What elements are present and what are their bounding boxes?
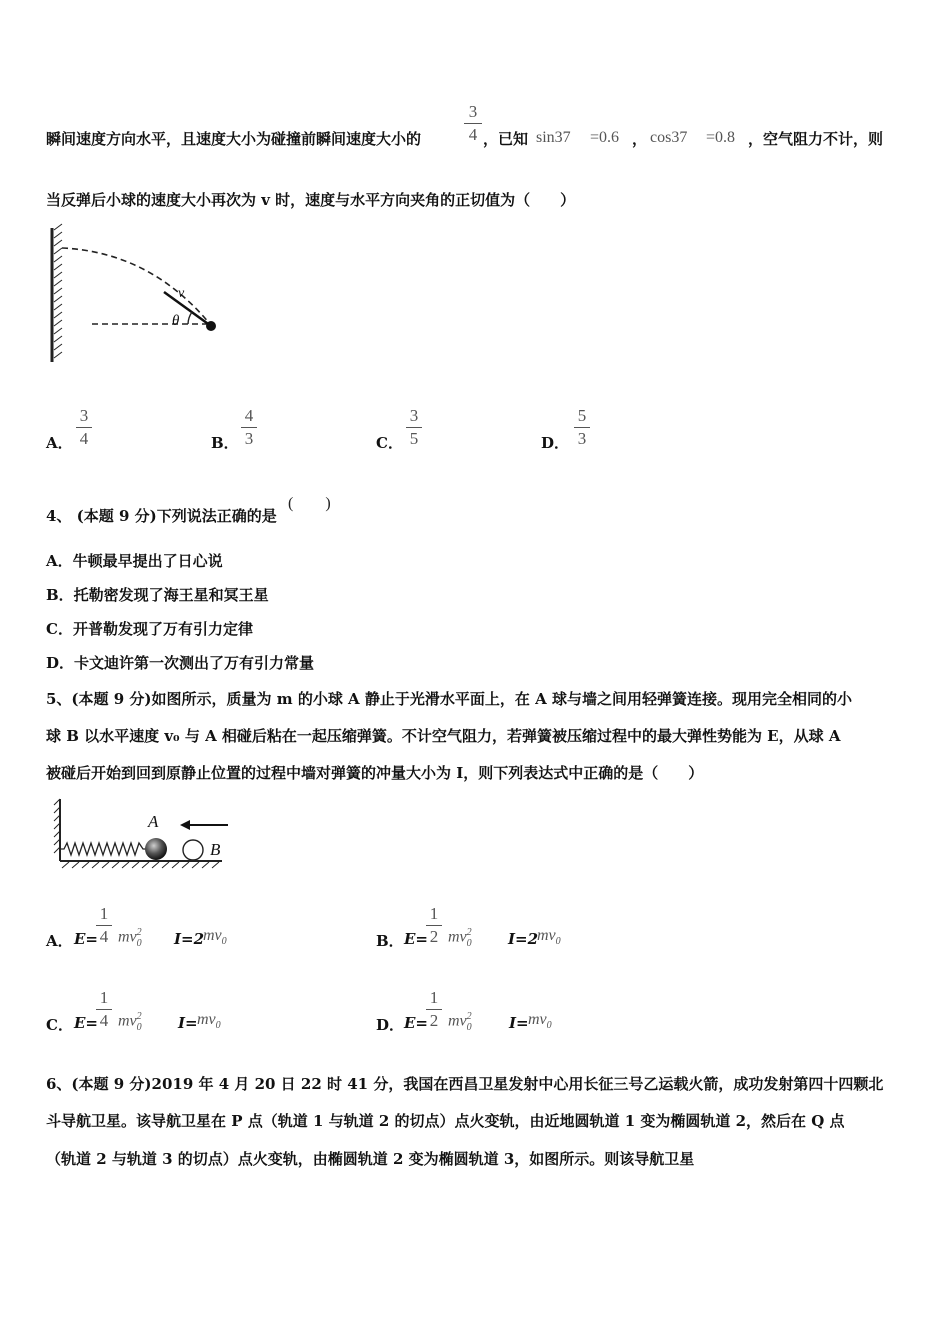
q5-option-b-i-tail: $mv_0$ [537,927,561,948]
q3-ball [206,321,216,331]
q3-line1-text-a: 瞬间速度方向水平，且速度大小为碰撞前瞬间速度大小的 [46,130,422,148]
q3-fraction-denominator: 4 [468,125,478,144]
q5-spring [60,843,146,855]
q5-floor [60,861,222,868]
q3-fraction [464,103,482,144]
q4-option-a: A．牛顿最早提出了日心说 [46,552,223,570]
q5-spring-figure [44,795,234,875]
q5-option-a-label: A． [46,932,73,950]
q3-cos-expression: cos37 [650,129,688,146]
q5-line3: 被碰后开始到回到原静止位置的过程中墙对弹簧的冲量大小为 I，则下列表达式中正确的是（ ） [46,764,704,782]
q5-wall [54,799,60,861]
q4-option-d: D．卡文迪许第一次测出了万有引力常量 [46,654,315,672]
q3-sin-value: =0.6 [590,129,620,146]
q5-ball-b [183,840,203,860]
q4-option-b: B．托勒密发现了海王星和冥王星 [46,586,269,604]
q3-theta-label: θ [172,313,180,329]
q5-option-b-e-tail: $mv^2_0$ [448,927,472,949]
q6-line3: （轨道 2 与轨道 3 的切点）点火变轨，由椭圆轨道 2 变为椭圆轨道 3，如图所示。则该导航卫星 [46,1150,695,1168]
q5-option-c-label: C． [46,1016,73,1034]
q5-option-b-e-prefix: E= [404,930,429,948]
q5-option-d-fraction: 1 2 [426,989,442,1030]
q5-option-d-e-tail: $mv^2_0$ [448,1011,472,1033]
q5-option-b-fraction: 1 2 [426,905,442,946]
q3-sin-expression: sin37 [536,129,571,146]
q5-option-d-i-prefix: I= [509,1014,529,1032]
q4-stem: 4、 (本题 9 分)下列说法正确的是 [46,507,277,525]
q5-option-d-i-tail: $mv_0$ [528,1011,552,1032]
q3-option-a-label: A． [46,434,73,452]
q5-option-a-e-prefix: E= [74,930,99,948]
q3-option-c-fraction: 3 5 [406,407,422,448]
q3-fraction-numerator: 3 [468,102,478,121]
q6-line1: 6、(本题 9 分)2019 年 4 月 20 日 22 时 41 分，我国在西昌卫星发射中心用长征三号乙运载火箭，成功发射第四十四颗北 [46,1075,884,1093]
q3-trajectory [62,248,210,324]
q5-label-b: B [210,840,221,859]
q5-label-a: A [148,812,159,831]
q5-option-c-e-prefix: E= [74,1014,99,1032]
q3-option-b-label: B． [211,434,239,452]
q3-angle-arc [188,312,192,324]
q3-option-d-label: D． [541,434,570,452]
q3-comma: ， [632,130,648,148]
q5-option-d-label: D． [376,1016,405,1034]
q3-option-d-fraction: 5 3 [574,407,590,448]
q3-option-b-fraction: 4 3 [241,407,257,448]
q5-option-a-fraction: 1 4 [96,905,112,946]
q5-velocity-arrow [180,820,228,830]
q5-option-c-i-prefix: I= [178,1014,198,1032]
q3-cos-value: =0.8 [706,129,736,146]
q5-option-c-i-tail: $mv_0$ [197,1011,221,1032]
q5-option-a-i-prefix: I=2 [174,930,205,948]
q5-line2: 球 B 以水平速度 v₀ 与 A 相碰后粘在一起压缩弹簧。不计空气阻力，若弹簧被压缩过程中的最大弹性势能为 E，从球 A [46,727,841,745]
q3-rebound-figure [40,222,240,367]
q5-option-c-fraction: 1 4 [96,989,112,1030]
q5-option-a-i-tail: $mv_0$ [203,927,227,948]
q3-v-label: v [178,286,185,301]
q5-option-a-e-tail: $mv^2_0$ [118,927,142,949]
q5-option-b-i-prefix: I=2 [508,930,539,948]
q6-line2: 斗导航卫星。该导航卫星在 P 点（轨道 1 与轨道 2 的切点）点火变轨，由近地圆轨道 1 变为椭圆轨道 2，然后在 Q 点 [46,1112,845,1130]
q4-option-c: C．开普勒发现了万有引力定律 [46,620,253,638]
q4-answer-paren: ( ) [288,495,331,512]
q5-option-c-e-tail: $mv^2_0$ [118,1011,142,1033]
q3-line1-text-b: ，已知 [483,130,529,148]
q3-option-a-fraction: 3 4 [76,407,92,448]
q5-option-d-e-prefix: E= [404,1014,429,1032]
q5-option-b-label: B． [376,932,404,950]
q3-option-c-label: C． [376,434,403,452]
q3-line1-text-c: ，空气阻力不计，则 [748,130,884,148]
q3-wall [52,224,62,362]
q5-line1: 5、(本题 9 分)如图所示，质量为 m 的小球 A 静止于光滑水平面上，在 A 球与墙之间用轻弹簧连接。现用完全相同的小 [46,690,852,708]
q3-line2-text: 当反弹后小球的速度大小再次为 v 时，速度与水平方向夹角的正切值为（ ） [46,191,576,209]
q5-ball-a [145,838,167,860]
